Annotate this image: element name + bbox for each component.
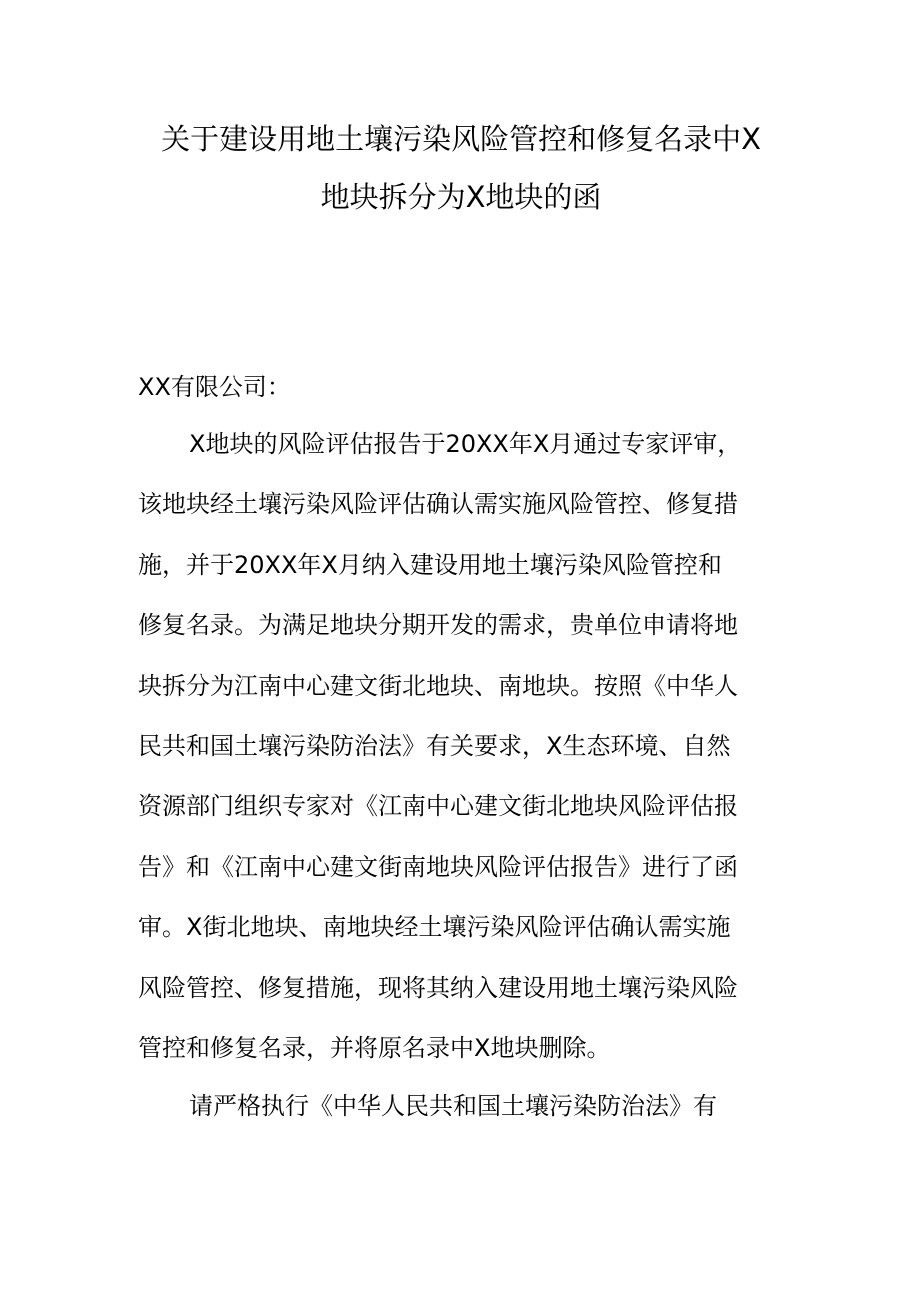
title-line-1: 关于建设用地土壤污染风险管控和修复名录中X bbox=[161, 122, 761, 156]
body-paragraph-1 bbox=[138, 414, 788, 1078]
salutation: XX有限公司： bbox=[138, 373, 291, 401]
paragraph-line: 修复名录。为满足地块分期开发的需求，贵单位申请将地 bbox=[138, 611, 738, 640]
paragraph-line: 管控和修复名录，并将原名录中X地块删除。 bbox=[138, 1034, 611, 1063]
paragraph-line: 告》和《江南中心建文街南地块风险评估报告》进行了函 bbox=[138, 852, 738, 881]
paragraph-line: X地块的风险评估报告于20XX年X月通过专家评审， bbox=[189, 430, 742, 458]
title-line-2: 地块拆分为X地块的函 bbox=[320, 180, 602, 214]
paragraph-line: 审。X街北地块、南地块经土壤污染风险评估确认需实施 bbox=[138, 913, 731, 942]
paragraph-line: 资源部门组织专家对《江南中心建文街北地块风险评估报 bbox=[138, 792, 738, 821]
paragraph-line: 民共和国土壤污染防治法》有关要求，X生态环境、自然 bbox=[138, 732, 731, 761]
paragraph-line: 风险管控、修复措施，现将其纳入建设用地土壤污染风险 bbox=[138, 973, 738, 1002]
paragraph-line: 该地块经土壤污染风险评估确认需实施风险管控、修复措 bbox=[138, 490, 738, 519]
paragraph-line: 施，并于20XX年X月纳入建设用地土壤污染风险管控和 bbox=[138, 550, 722, 579]
paragraph-line: 块拆分为江南中心建文街北地块、南地块。按照《中华人 bbox=[138, 671, 738, 700]
body-paragraph-2 bbox=[138, 1076, 788, 1136]
paragraph-line: 请严格执行《中华人民共和国土壤污染防治法》有 bbox=[189, 1092, 717, 1120]
document-title bbox=[136, 110, 786, 226]
